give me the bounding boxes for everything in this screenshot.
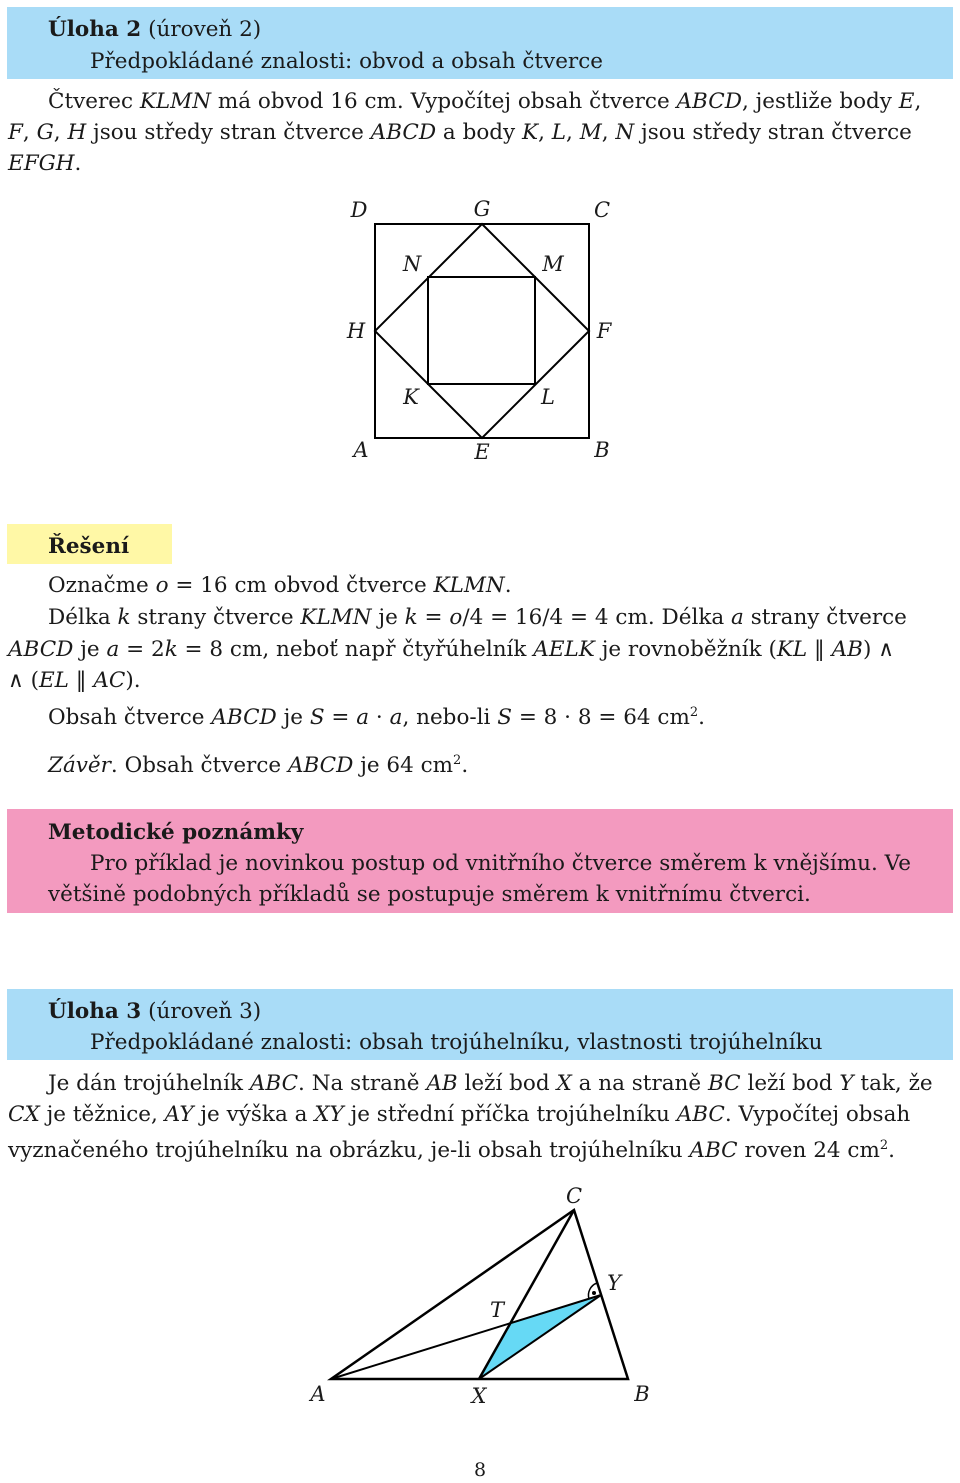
label-l: L [541,385,555,409]
solution-heading: Řešení [48,534,130,559]
label-g: G [473,197,491,221]
task3-text-line1: Je dán trojúhelník ABC. Na straně AB leží bod X a na straně BC leží bod Y tak, že [48,1071,933,1096]
right-angle-dot [592,1291,596,1295]
triangle-abc [331,1210,628,1379]
label-a3: A [310,1382,326,1406]
task2-text-line3: EFGH. [8,151,82,176]
notes-heading: Metodické poznámky [48,820,304,845]
task2-prerequisites: Předpokládané znalosti: obvod a obsah čtverce [90,49,603,74]
notes-line1: Pro příklad je novinkou postup od vnitřního čtverce směrem k vnějšímu. Ve [90,851,911,876]
label-e: E [474,440,490,464]
solution-line3: ABCD je a = 2k = 8 cm, neboť např čtyřúhelník AELK je rovnoběžník (KL ‖ AB) ∧ [8,637,894,662]
solution-line1: Označme o = 16 cm obvod čtverce KLMN. [48,573,512,598]
label-x3: X [471,1384,487,1408]
notes-line2: většině podobných příkladů se postupuje směrem k vnitřnímu čtverci. [48,882,811,907]
label-y3: Y [607,1271,621,1295]
label-b3: B [634,1382,650,1406]
solution-line5: Obsah čtverce ABCD je S = a · a, nebo-li S = 8 · 8 = 64 $cm^2$. [48,705,705,731]
label-k: K [403,385,419,409]
label-n: N [402,252,422,276]
label-a: A [353,438,369,462]
label-b: B [594,438,610,462]
task2-title: Úloha 2 (úroveň 2) [48,17,262,42]
task3-text-line3: vyznačeného trojúhelníku na obrázku, je-li obsah trojúhelníku ABC roven 24 $cm^2$. [8,1138,895,1164]
solution-line2: Délka k strany čtverce KLMN je k = o/4 = 16/4 = 4 cm. Délka a strany čtverce [48,605,907,630]
label-c3: C [565,1184,583,1208]
solution-conclusion: Závěr. Obsah čtverce ABCD je 64 $cm^2$. [48,753,469,779]
solution-line4: ∧ (EL ‖ AC). [8,668,141,693]
altitude-ay [331,1295,601,1379]
page-number: 8 [473,1459,487,1481]
task3-text-line2: CX je těžnice, AY je výška a XY je střední příčka trojúhelníku ABC. Vypočítej obsah [8,1102,911,1127]
task2-text-line1: Čtverec KLMN má obvod 16 cm. Vypočítej obsah čtverce ABCD, jestliže body E, [48,89,922,114]
label-d: D [350,198,368,222]
median-cx [479,1210,574,1379]
task3-prerequisites: Předpokládané znalosti: obsah trojúhelníku, vlastnosti trojúhelníku [90,1030,823,1055]
label-c: C [593,198,611,222]
label-f: F [596,319,612,343]
label-t3: T [489,1298,505,1322]
task2-text-line2: F, G, H jsou středy stran čtverce ABCD a body K, L, M, N jsou středy stran čtverce [8,120,912,145]
label-h: H [346,319,366,343]
task3-title: Úloha 3 (úroveň 3) [48,999,262,1024]
label-m: M [542,252,564,276]
